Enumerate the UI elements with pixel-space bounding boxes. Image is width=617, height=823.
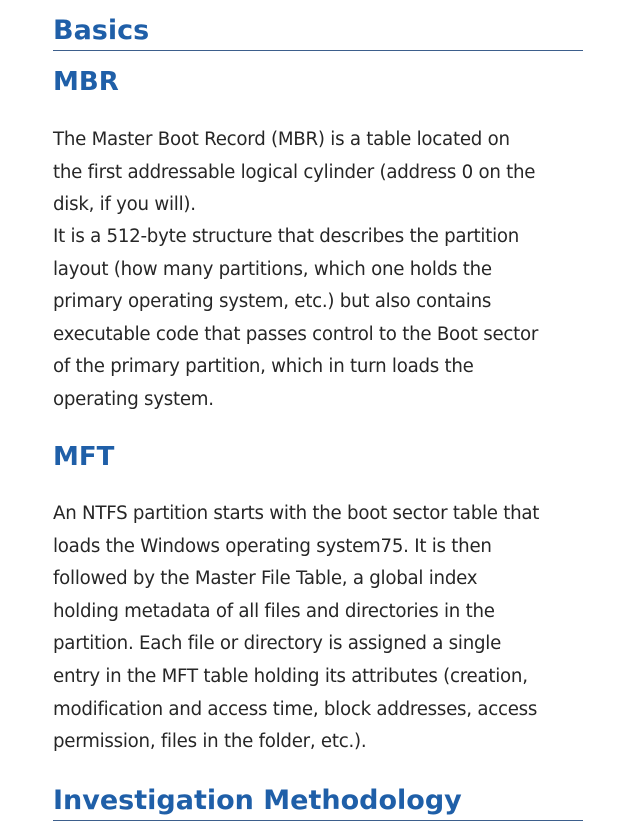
text-line: followed by the Master File Table, a global index [53, 568, 478, 590]
text-line: of the primary partition, which in turn loads the [53, 356, 474, 378]
text-line: primary operating system, etc.) but also contains [53, 291, 492, 313]
text-line: executable code that passes control to the Boot sector [53, 323, 539, 345]
heading-basics: Basics [53, 14, 583, 51]
mbr-paragraph-1 [53, 124, 583, 222]
text-line: the first addressable logical cylinder (address 0 on the [53, 161, 536, 183]
text-line: layout (how many partitions, which one holds the [53, 258, 492, 280]
heading-investigation-methodology: Investigation Methodology [53, 784, 583, 821]
text-line: disk, if you will). [53, 194, 196, 216]
text-line: The Master Boot Record (MBR) is a table located on [53, 129, 510, 150]
text-line: modification and access time, block addresses, access [53, 698, 538, 720]
text-line: holding metadata of all files and directories in the [53, 600, 495, 622]
text-line: It is a 512-byte structure that describes the partition [53, 226, 520, 247]
heading-mft: MFT [53, 442, 115, 472]
heading-mbr: MBR [53, 67, 119, 97]
text-line: permission, files in the folder, etc.). [53, 731, 367, 753]
text-line: partition. Each file or directory is assigned a single [53, 633, 502, 655]
mbr-paragraph-2 [53, 221, 583, 417]
text-line: entry in the MFT table holding its attributes (creation, [53, 665, 528, 687]
text-line: loads the Windows operating system75. It is then [53, 535, 492, 557]
text-line: operating system. [53, 388, 214, 410]
mft-paragraph [53, 498, 583, 759]
text-line: An NTFS partition starts with the boot sector table that [53, 503, 540, 524]
